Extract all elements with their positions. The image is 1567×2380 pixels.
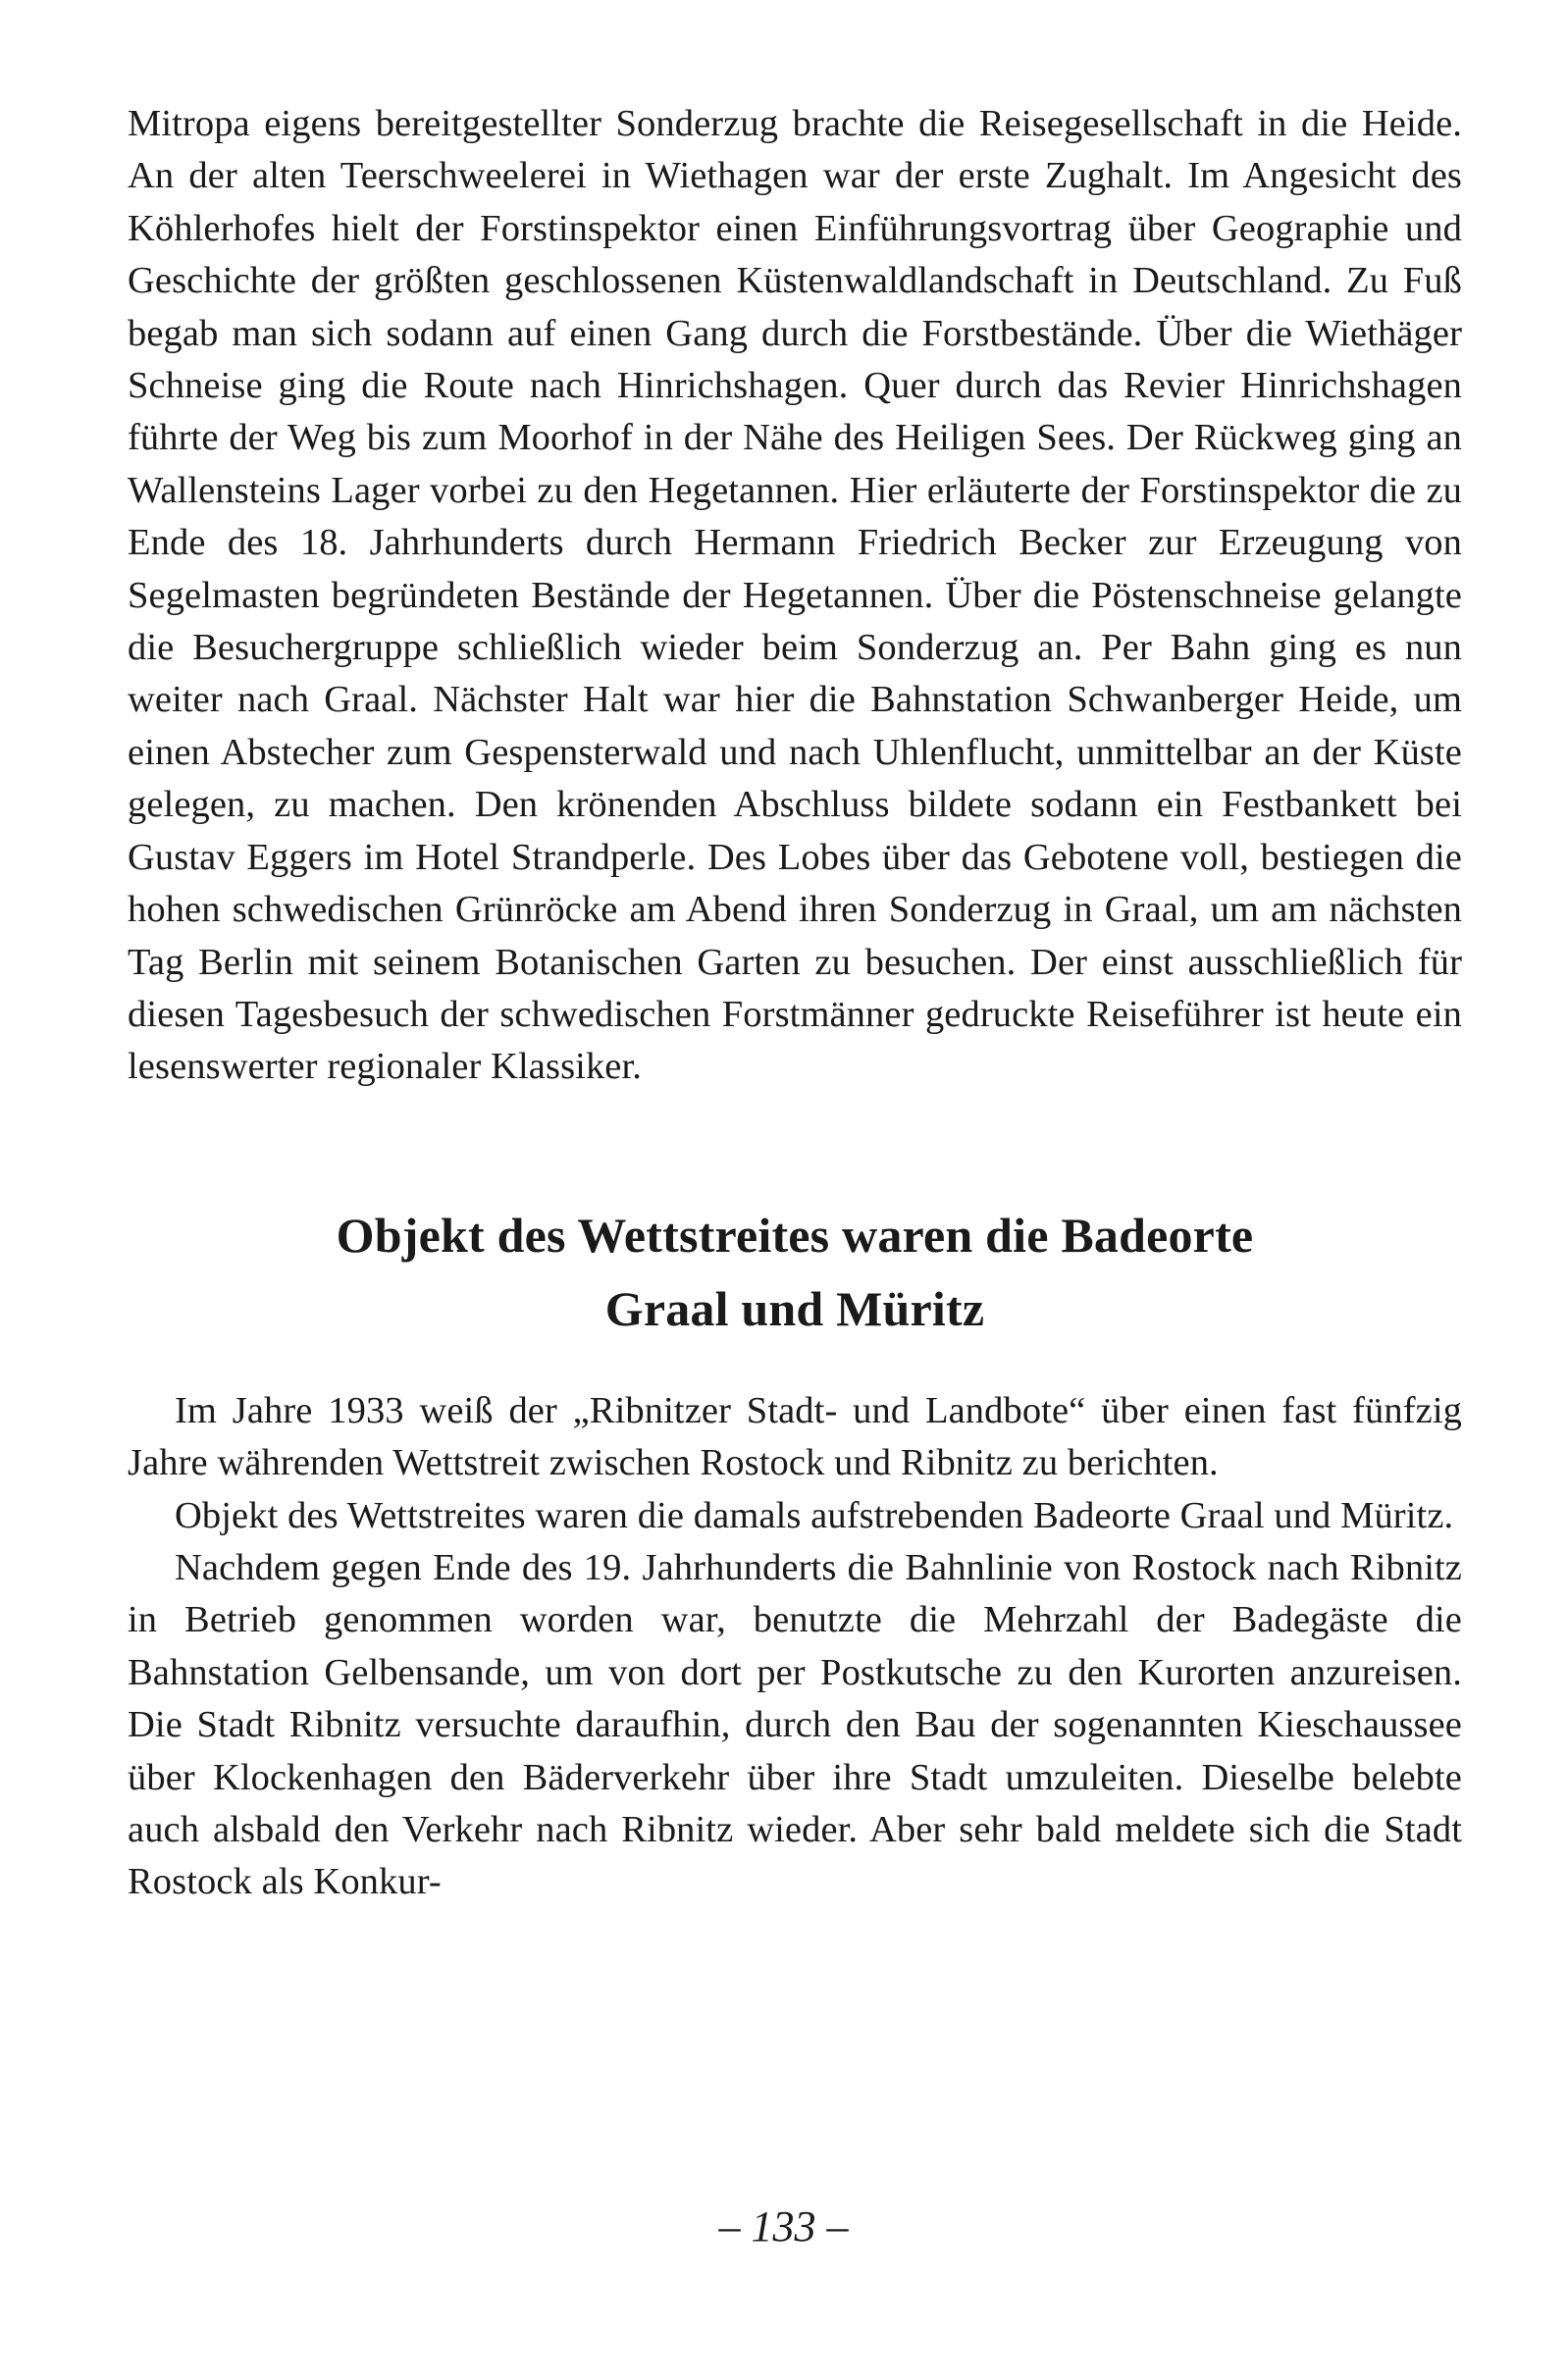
page-body (128, 98, 1462, 1909)
body-paragraph: Objekt des Wettstreites waren die damals aufstrebenden Badeorte Graal und Müritz. (175, 1494, 1454, 1536)
section-heading (128, 1199, 1462, 1346)
page-number: – 133 – (718, 2202, 849, 2251)
section-spacer (128, 1094, 1462, 1199)
section-spacer (128, 1346, 1462, 1385)
body-paragraph: Im Jahre 1933 weiß der „Ribnitzer Stadt- und Landbote“ über einen fast fünfzig Jahre währenden Wettstreit zwischen Rostock und Ribnitz zu berichten. (128, 1389, 1462, 1484)
body-paragraph: Nachdem gegen Ende des 19. Jahrhunderts die Bahnlinie von Rostock nach Ribnitz in Betrieb genommen worden war, benutzte die Mehrzahl der Badegäste die Bahnstation Gelbensande, um von dort per Postkutsche zu den Kurorten anzureisen. Die Stadt Ribnitz versuchte daraufhin, durch den Bau der sogenannten Kieschaussee über Klockenhagen den Bäderverkehr über ihre Stadt umzuleiten. Dieselbe belebte auch alsbald den Verkehr nach Ribnitz wieder. Aber sehr bald meldete sich die Stadt Rostock als Konkur- (128, 1546, 1462, 1903)
section-heading-line-1: Objekt des Wettstreites waren die Badeorte (336, 1207, 1254, 1263)
body-paragraph: Mitropa eigens bereitgestellter Sonderzug brachte die Reisegesellschaft in die Heide. An der alten Teerschweelerei in Wiethagen war der erste Zughalt. Im Angesicht des Köhlerhofes hielt der Forstinspektor einen Einführungsvortrag über Geographie und Geschichte der größten geschlossenen Küstenwaldlandschaft in Deutschland. Zu Fuß begab man sich sodann auf einen Gang durch die Forstbestände. Über die Wiethäger Schneise ging die Route nach Hinrichshagen. Quer durch das Revier Hinrichshagen führte der Weg bis zum Moorhof in der Nähe des Heiligen Sees. Der Rückweg ging an Wallensteins Lager vorbei zu den Hegetannen. Hier erläuterte der Forstinspektor die zu Ende des 18. Jahrhunderts durch Hermann Friedrich Becker zur Erzeugung von Segelmasten begründeten Bestände der Hegetannen. Über die Pöstenschneise gelangte die Besuchergruppe schließlich wieder beim Sonderzug an. Per Bahn ging es nun weiter nach Graal. Nächster Halt war hier die Bahnstation Schwanberger Heide, um einen Abstecher zum Gespensterwald und nach Uhlenflucht, unmittelbar an der Küste gelegen, zu machen. Den krönenden Abschluss bildete sodann ein Festbankett bei Gustav Eggers im Hotel Strandperle. Des Lobes über das Gebotene voll, bestiegen die hohen schwedischen Grünröcke am Abend ihren Sonderzug in Graal, um am nächsten Tag Berlin mit seinem Botanischen Garten zu besuchen. Der einst ausschließlich für diesen Tagesbesuch der schwedischen Forstmänner gedruckte Reiseführer ist heute ein lesenswerter regionaler Klassiker. (128, 103, 1462, 1088)
section-heading-line-2: Graal und Müritz (604, 1280, 985, 1336)
